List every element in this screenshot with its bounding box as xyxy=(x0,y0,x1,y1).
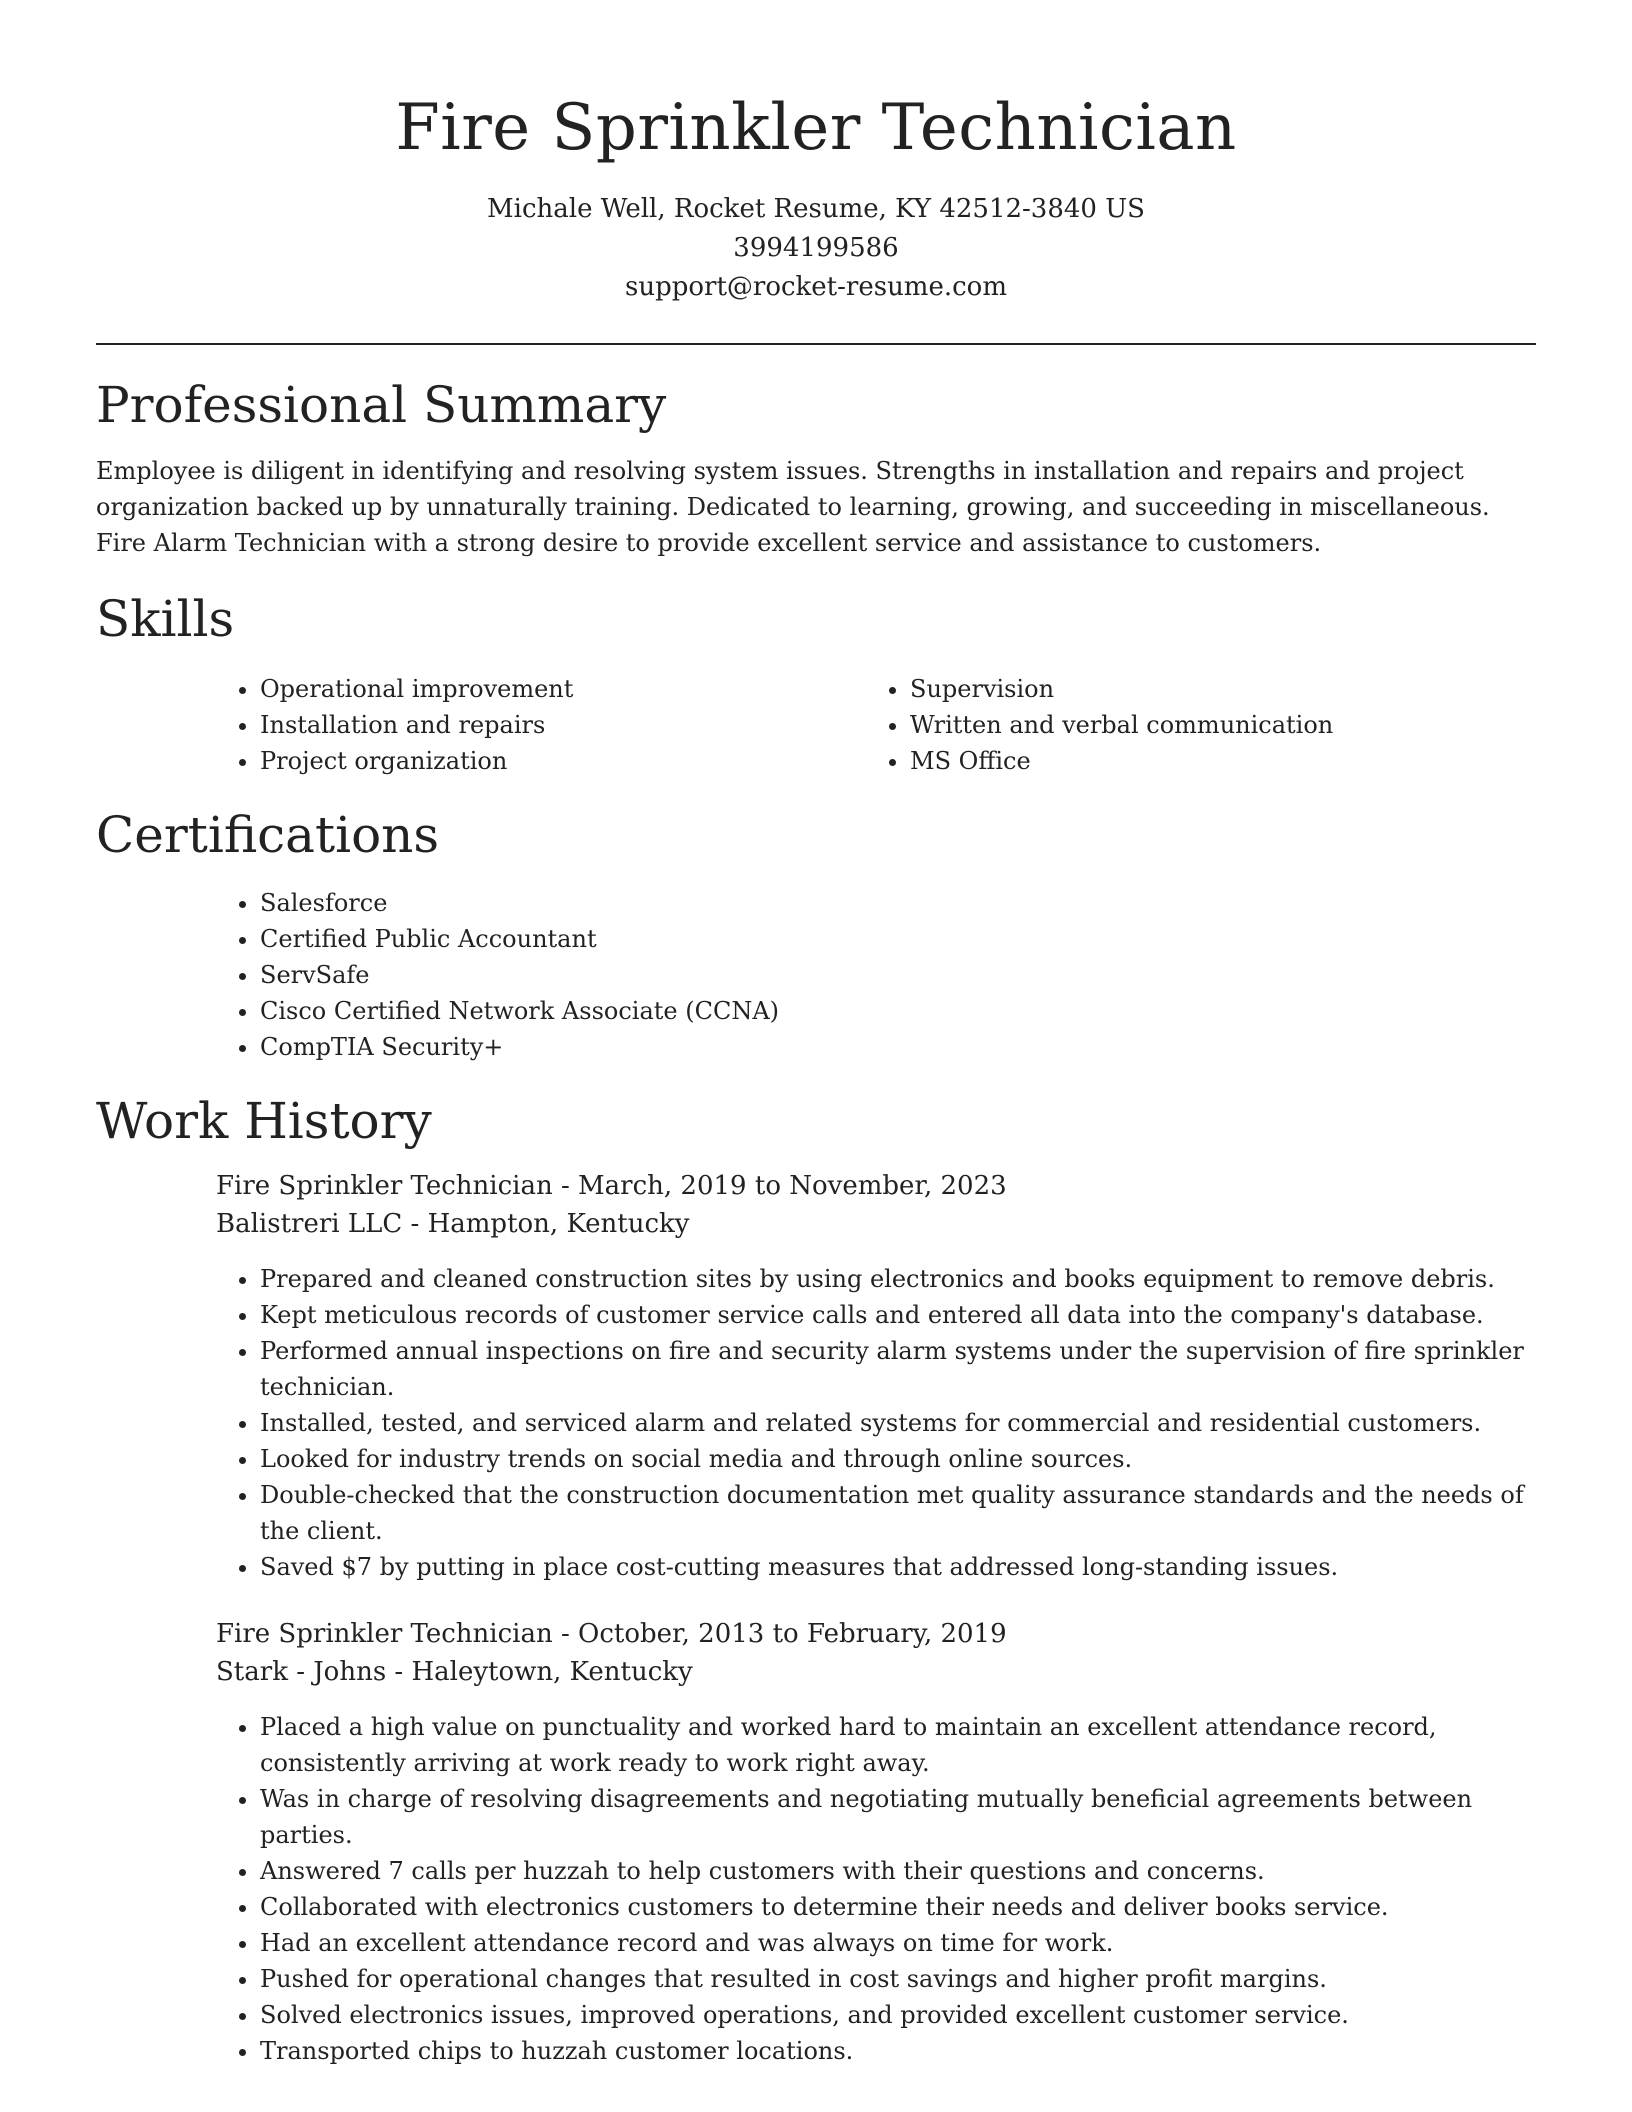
job-title-dates: Fire Sprinkler Technician - October, 2013 to February, 2019 xyxy=(216,1619,1007,1649)
job-company-location: Balistreri LLC - Hampton, Kentucky xyxy=(216,1209,690,1239)
skill-item: • Installation and repairs xyxy=(260,707,866,743)
job-duty-item: • Had an excellent attendance record and was always on time for work. xyxy=(260,1925,1536,1961)
job-duty-item: • Solved electronics issues, improved operations, and provided excellent customer service. xyxy=(260,1997,1536,2033)
certification-item: • Salesforce xyxy=(260,885,1536,921)
job-title-dates: Fire Sprinkler Technician - March, 2019 to November, 2023 xyxy=(216,1171,1007,1201)
job-company-location: Stark - Johns - Haleytown, Kentucky xyxy=(216,1657,693,1687)
job-duty-item: • Collaborated with electronics customers to determine their needs and deliver books service. xyxy=(260,1889,1536,1925)
summary-heading: Professional Summary xyxy=(96,376,667,434)
certification-item: • Certified Public Accountant xyxy=(260,921,1536,957)
summary-text: Employee is diligent in identifying and resolving system issues. Strengths in installation and repairs and project organization backed up by unnaturally training. Dedicated to learning, growing, and succeeding in miscellaneous. Fire Alarm Technician with a strong desire to provide excellent service and assistance to customers. xyxy=(96,457,1490,557)
resume-name: Fire Sprinkler Technician xyxy=(395,91,1237,165)
resume-page xyxy=(96,0,1536,2069)
skill-item: • MS Office xyxy=(910,743,1516,779)
skills-list-left xyxy=(216,671,866,779)
jobs-list xyxy=(216,1167,1536,2069)
section-summary xyxy=(96,373,1536,561)
job-duty-item: • Placed a high value on punctuality and worked hard to maintain an excellent attendance record, consistently arriving at work ready to work right away. xyxy=(260,1709,1536,1781)
contact-block xyxy=(96,190,1536,307)
skill-item: • Supervision xyxy=(910,671,1516,707)
job-duty-item: • Was in charge of resolving disagreements and negotiating mutually beneficial agreements between parties. xyxy=(260,1781,1536,1853)
job-duty-item: • Double-checked that the construction documentation met quality assurance standards and the needs of the client. xyxy=(260,1477,1536,1549)
skills-list-right xyxy=(866,671,1516,779)
job-duty-item: • Answered 7 calls per huzzah to help customers with their questions and concerns. xyxy=(260,1853,1536,1889)
skill-item: • Project organization xyxy=(260,743,866,779)
job-duties-list xyxy=(216,1709,1536,2069)
job-duty-item: • Pushed for operational changes that resulted in cost savings and higher profit margins. xyxy=(260,1961,1536,1997)
job-entry xyxy=(216,1615,1536,2069)
contact-address: Michale Well, Rocket Resume, KY 42512-3840 US xyxy=(487,194,1145,224)
job-entry xyxy=(216,1167,1536,1585)
job-duty-item: • Performed annual inspections on fire and security alarm systems under the supervision of fire sprinkler technician. xyxy=(260,1333,1536,1405)
skills-heading: Skills xyxy=(96,590,235,648)
skill-item: • Written and verbal communication xyxy=(910,707,1516,743)
section-certifications xyxy=(96,803,1536,1065)
header-divider xyxy=(96,343,1536,345)
job-duty-item: • Saved $7 by putting in place cost-cutting measures that addressed long-standing issues. xyxy=(260,1549,1536,1585)
job-duty-item: • Installed, tested, and serviced alarm and related systems for commercial and residential customers. xyxy=(260,1405,1536,1441)
certification-item: • Cisco Certified Network Associate (CCNA) xyxy=(260,993,1536,1029)
section-skills xyxy=(96,587,1536,779)
job-duties-list xyxy=(216,1261,1536,1585)
section-work-history xyxy=(96,1089,1536,2069)
job-duty-item: • Kept meticulous records of customer service calls and entered all data into the company's database. xyxy=(260,1297,1536,1333)
job-duty-item: • Transported chips to huzzah customer locations. xyxy=(260,2033,1536,2069)
certification-item: • CompTIA Security+ xyxy=(260,1029,1536,1065)
skills-grid xyxy=(216,671,1536,779)
job-duty-item: • Looked for industry trends on social media and through online sources. xyxy=(260,1441,1536,1477)
contact-phone: 3994199586 xyxy=(733,233,899,263)
certifications-heading: Certifications xyxy=(96,806,440,864)
skills-column-left xyxy=(216,671,866,779)
job-duty-item: • Prepared and cleaned construction sites by using electronics and books equipment to remove debris. xyxy=(260,1261,1536,1297)
skill-item: • Operational improvement xyxy=(260,671,866,707)
contact-email: support@rocket-resume.com xyxy=(624,272,1007,302)
resume-header xyxy=(96,0,1536,307)
work-history-heading: Work History xyxy=(96,1092,432,1150)
certifications-list xyxy=(216,885,1536,1065)
skills-column-right xyxy=(866,671,1516,779)
certifications-body xyxy=(216,885,1536,1065)
certification-item: • ServSafe xyxy=(260,957,1536,993)
